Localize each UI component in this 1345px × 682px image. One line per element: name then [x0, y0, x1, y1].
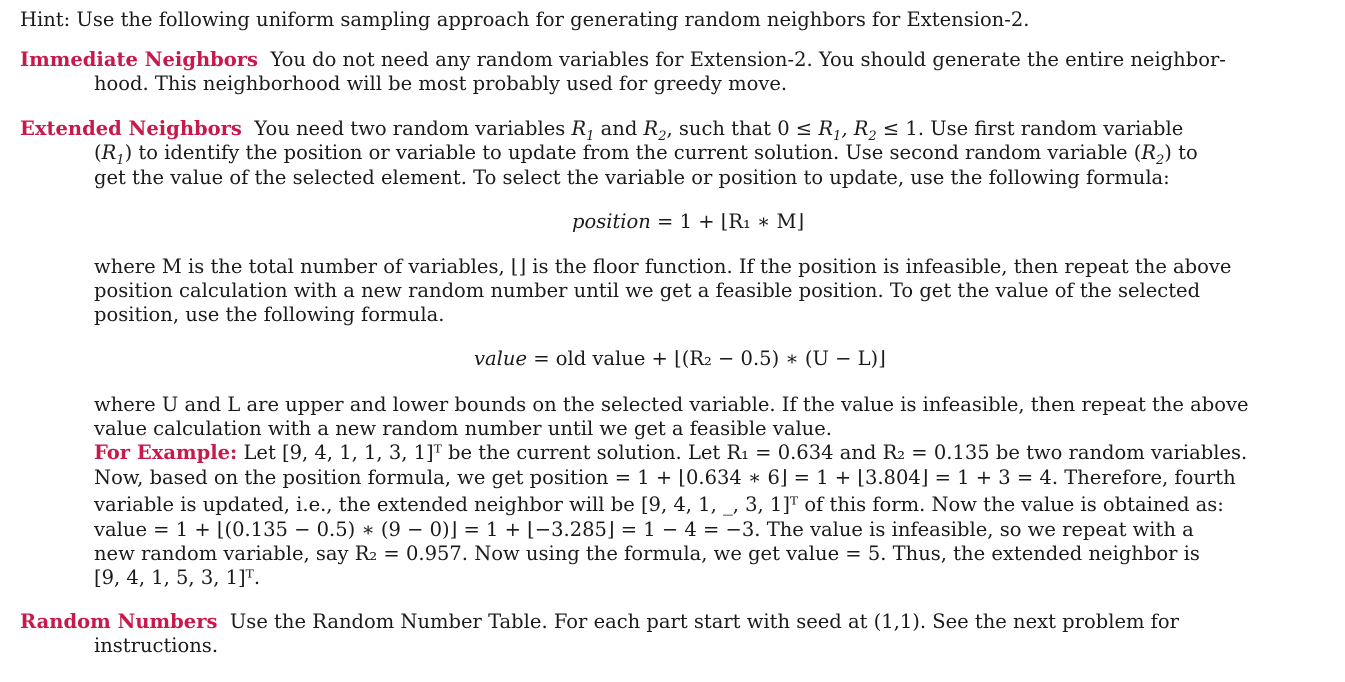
extended-neighbors-term: Extended Neighbors [20, 117, 242, 140]
extended-neighbors-line2: $(R_1)$ to identify the position or variable to update from the current solution. Use second random variable $(R_2)$ to [94, 141, 1198, 168]
formula1-lhs: position [572, 210, 651, 233]
extended-neighbors-line1: Extended Neighbors You need two random variables $R_1$ and $R_2$, such that $0 \le R_1$, $R_2 \le 1$. Use first random variable [20, 117, 1184, 144]
extended-text-1d: ≤ 1. Use first random variable [882, 117, 1184, 140]
example-text-1: Let [9, 4, 1, 1, 3, 1]ᵀ be the current solution. Let R₁ = 0.634 and R₂ = 0.135 be two random variables. [243, 441, 1248, 464]
extended-text-4: where M is the total number of variables, ⌊⌋ is the floor function. If the position is infeasible, then repeat the above [94, 255, 1232, 278]
position-formula [572, 209, 804, 235]
formula2-mid: = old value + [533, 347, 668, 370]
formula2-rhs: ⌊(R₂ − 0.5) ∗ (U − L)⌋ [674, 347, 886, 370]
hint-text: Hint: Use the following uniform sampling approach for generating random neighbors for Extension-2. [20, 8, 1030, 31]
example-text-4: value = 1 + ⌊(0.135 − 0.5) ∗ (9 − 0)⌋ = 1 + ⌊−3.285⌋ = 1 − 4 = −3. The value is infeasible, so we repeat with a [94, 518, 1194, 541]
extended-text-3: get the value of the selected element. To select the variable or position to update, use the following formula: [94, 166, 1170, 189]
example-text-3: variable is updated, i.e., the extended neighbor will be [9, 4, 1, _, 3, 1]ᵀ of this form. Now the value is obtained as: [94, 493, 1224, 516]
extended-text-6: position, use the following formula. [94, 303, 445, 326]
random-text-2: instructions. [94, 634, 219, 657]
immediate-neighbors-text-1: You do not need any random variables for Extension-2. You should generate the entire neighbor- [270, 48, 1226, 71]
formula2-lhs: value [474, 347, 527, 370]
extended-text-7: where U and L are upper and lower bounds on the selected variable. If the value is infeasible, then repeat the above [94, 393, 1249, 416]
value-formula [474, 346, 886, 372]
extended-text-1c: , such that 0 ≤ [666, 117, 813, 140]
extended-text-5: position calculation with a new random number until we get a feasible position. To get the value of the selected [94, 279, 1201, 302]
example-line1 [94, 441, 1247, 465]
extended-text-1a: You need two random variables [254, 117, 566, 140]
example-text-2: Now, based on the position formula, we get position = 1 + ⌊0.634 ∗ 6⌋ = 1 + ⌊3.804⌋ = 1 + 3 = 4. Therefore, fourth [94, 466, 1236, 489]
extended-text-2b: to [1178, 141, 1198, 164]
example-label: For Example: [94, 441, 238, 464]
random-numbers-term: Random Numbers [20, 610, 218, 633]
immediate-neighbors-text-2: hood. This neighborhood will be most probably used for greedy move. [94, 72, 788, 95]
random-numbers-line1 [20, 610, 1179, 634]
extended-text-1b: and [600, 117, 638, 140]
formula1-rhs: = 1 + ⌊R₁ ∗ M⌋ [657, 210, 805, 233]
example-text-5: new random variable, say R₂ = 0.957. Now using the formula, we get value = 5. Thus, the extended neighbor is [94, 542, 1200, 565]
extended-text-8: value calculation with a new random number until we get a feasible value. [94, 417, 832, 440]
extended-text-2a: to identify the position or variable to update from the current solution. Use second random variable [138, 141, 1128, 164]
example-text-6: [9, 4, 1, 5, 3, 1]ᵀ. [94, 566, 261, 589]
random-text-1: Use the Random Number Table. For each part start with seed at (1,1). See the next problem for [229, 610, 1179, 633]
immediate-neighbors-paragraph-line1 [20, 48, 1316, 72]
immediate-neighbors-term: Immediate Neighbors [20, 48, 259, 71]
